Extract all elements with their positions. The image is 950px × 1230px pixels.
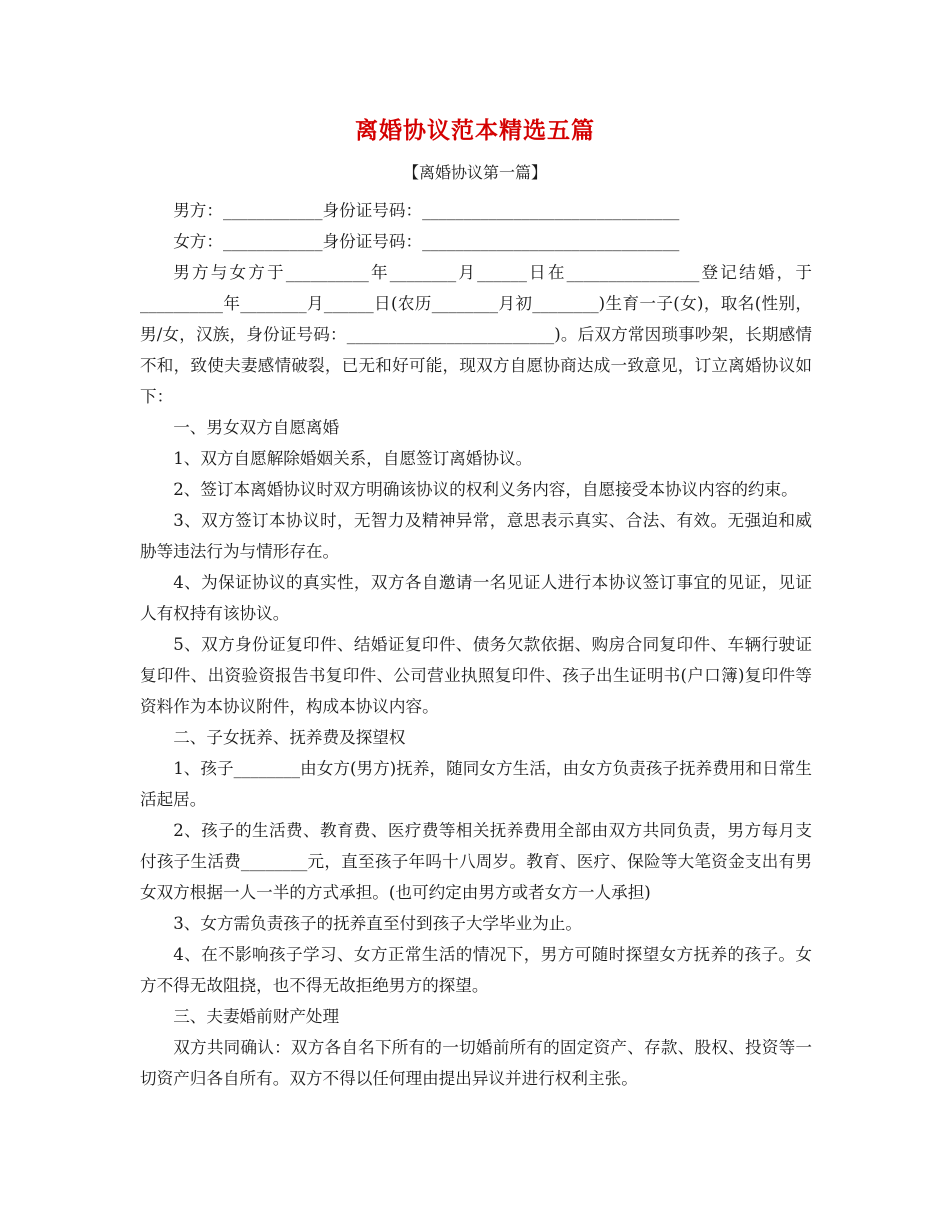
clause-item: 2、孩子的生活费、教育费、医疗费等相关抚养费用全部由双方共同负责，男方每月支付孩子生活费________元，直至孩子年吗十八周岁。教育、医疗、保险等大笔资金支出有男女双方根据一人一半的方式承担。(也可约定由男方或者女方一人承担): [140, 821, 812, 902]
husband-id-line: 男方：____________身份证号码：_______________________________: [173, 201, 680, 220]
document-title: 离婚协议范本精选五篇: [355, 118, 595, 144]
section-heading: 【离婚协议第一篇】: [402, 163, 547, 182]
clause-heading-1: 一、男女双方自愿离婚: [173, 418, 340, 437]
clause-heading-3: 三、夫妻婚前财产处理: [173, 1007, 340, 1026]
clause-heading-2: 二、子女抚养、抚养费及探望权: [173, 728, 406, 747]
clause-item: 1、孩子________由女方(男方)抚养，随同女方生活，由女方负责孩子抚养费用和日常生活起居。: [140, 759, 812, 809]
document-body: [140, 195, 812, 1094]
clause-item: 3、女方需负责孩子的抚养直至付到孩子大学毕业为止。: [173, 914, 582, 933]
wife-id-line: 女方：____________身份证号码：_______________________________: [173, 232, 680, 251]
clause-item: 4、为保证协议的真实性，双方各自邀请一名见证人进行本协议签订事宜的见证，见证人有权持有该协议。: [140, 573, 812, 623]
clause-item: 3、双方签订本协议时，无智力及精神异常，意思表示真实、合法、有效。无强迫和威胁等违法行为与情形存在。: [140, 511, 812, 561]
intro-paragraph: 男方与女方于__________年________月______日在________________登记结婚，于__________年________月______日(农历________月初________)生育一子(女)，取名(性别，男/女，汉族，身份证号码：_________________________)。后双方常因琐事吵架，长期感情不和，致使夫妻感情破裂，已无和好可能，现双方自愿协商达成一致意见，订立离婚协议如下：: [140, 263, 812, 406]
clause-item: 4、在不影响孩子学习、女方正常生活的情况下，男方可随时探望女方抚养的孩子。女方不得无故阻挠，也不得无故拒绝男方的探望。: [140, 945, 812, 995]
clause-item: 双方共同确认：双方各自名下所有的一切婚前所有的固定资产、存款、股权、投资等一切资产归各自所有。双方不得以任何理由提出异议并进行权利主张。: [140, 1038, 812, 1088]
clause-item: 2、签订本离婚协议时双方明确该协议的权利义务内容，自愿接受本协议内容的约束。: [173, 480, 798, 499]
clause-item: 1、双方自愿解除婚姻关系，自愿签订离婚协议。: [173, 449, 533, 468]
clause-item: 5、双方身份证复印件、结婚证复印件、债务欠款依据、购房合同复印件、车辆行驶证复印件、出资验资报告书复印件、公司营业执照复印件、孩子出生证明书(户口簿)复印件等资料作为本协议附件，构成本协议内容。: [140, 635, 812, 716]
